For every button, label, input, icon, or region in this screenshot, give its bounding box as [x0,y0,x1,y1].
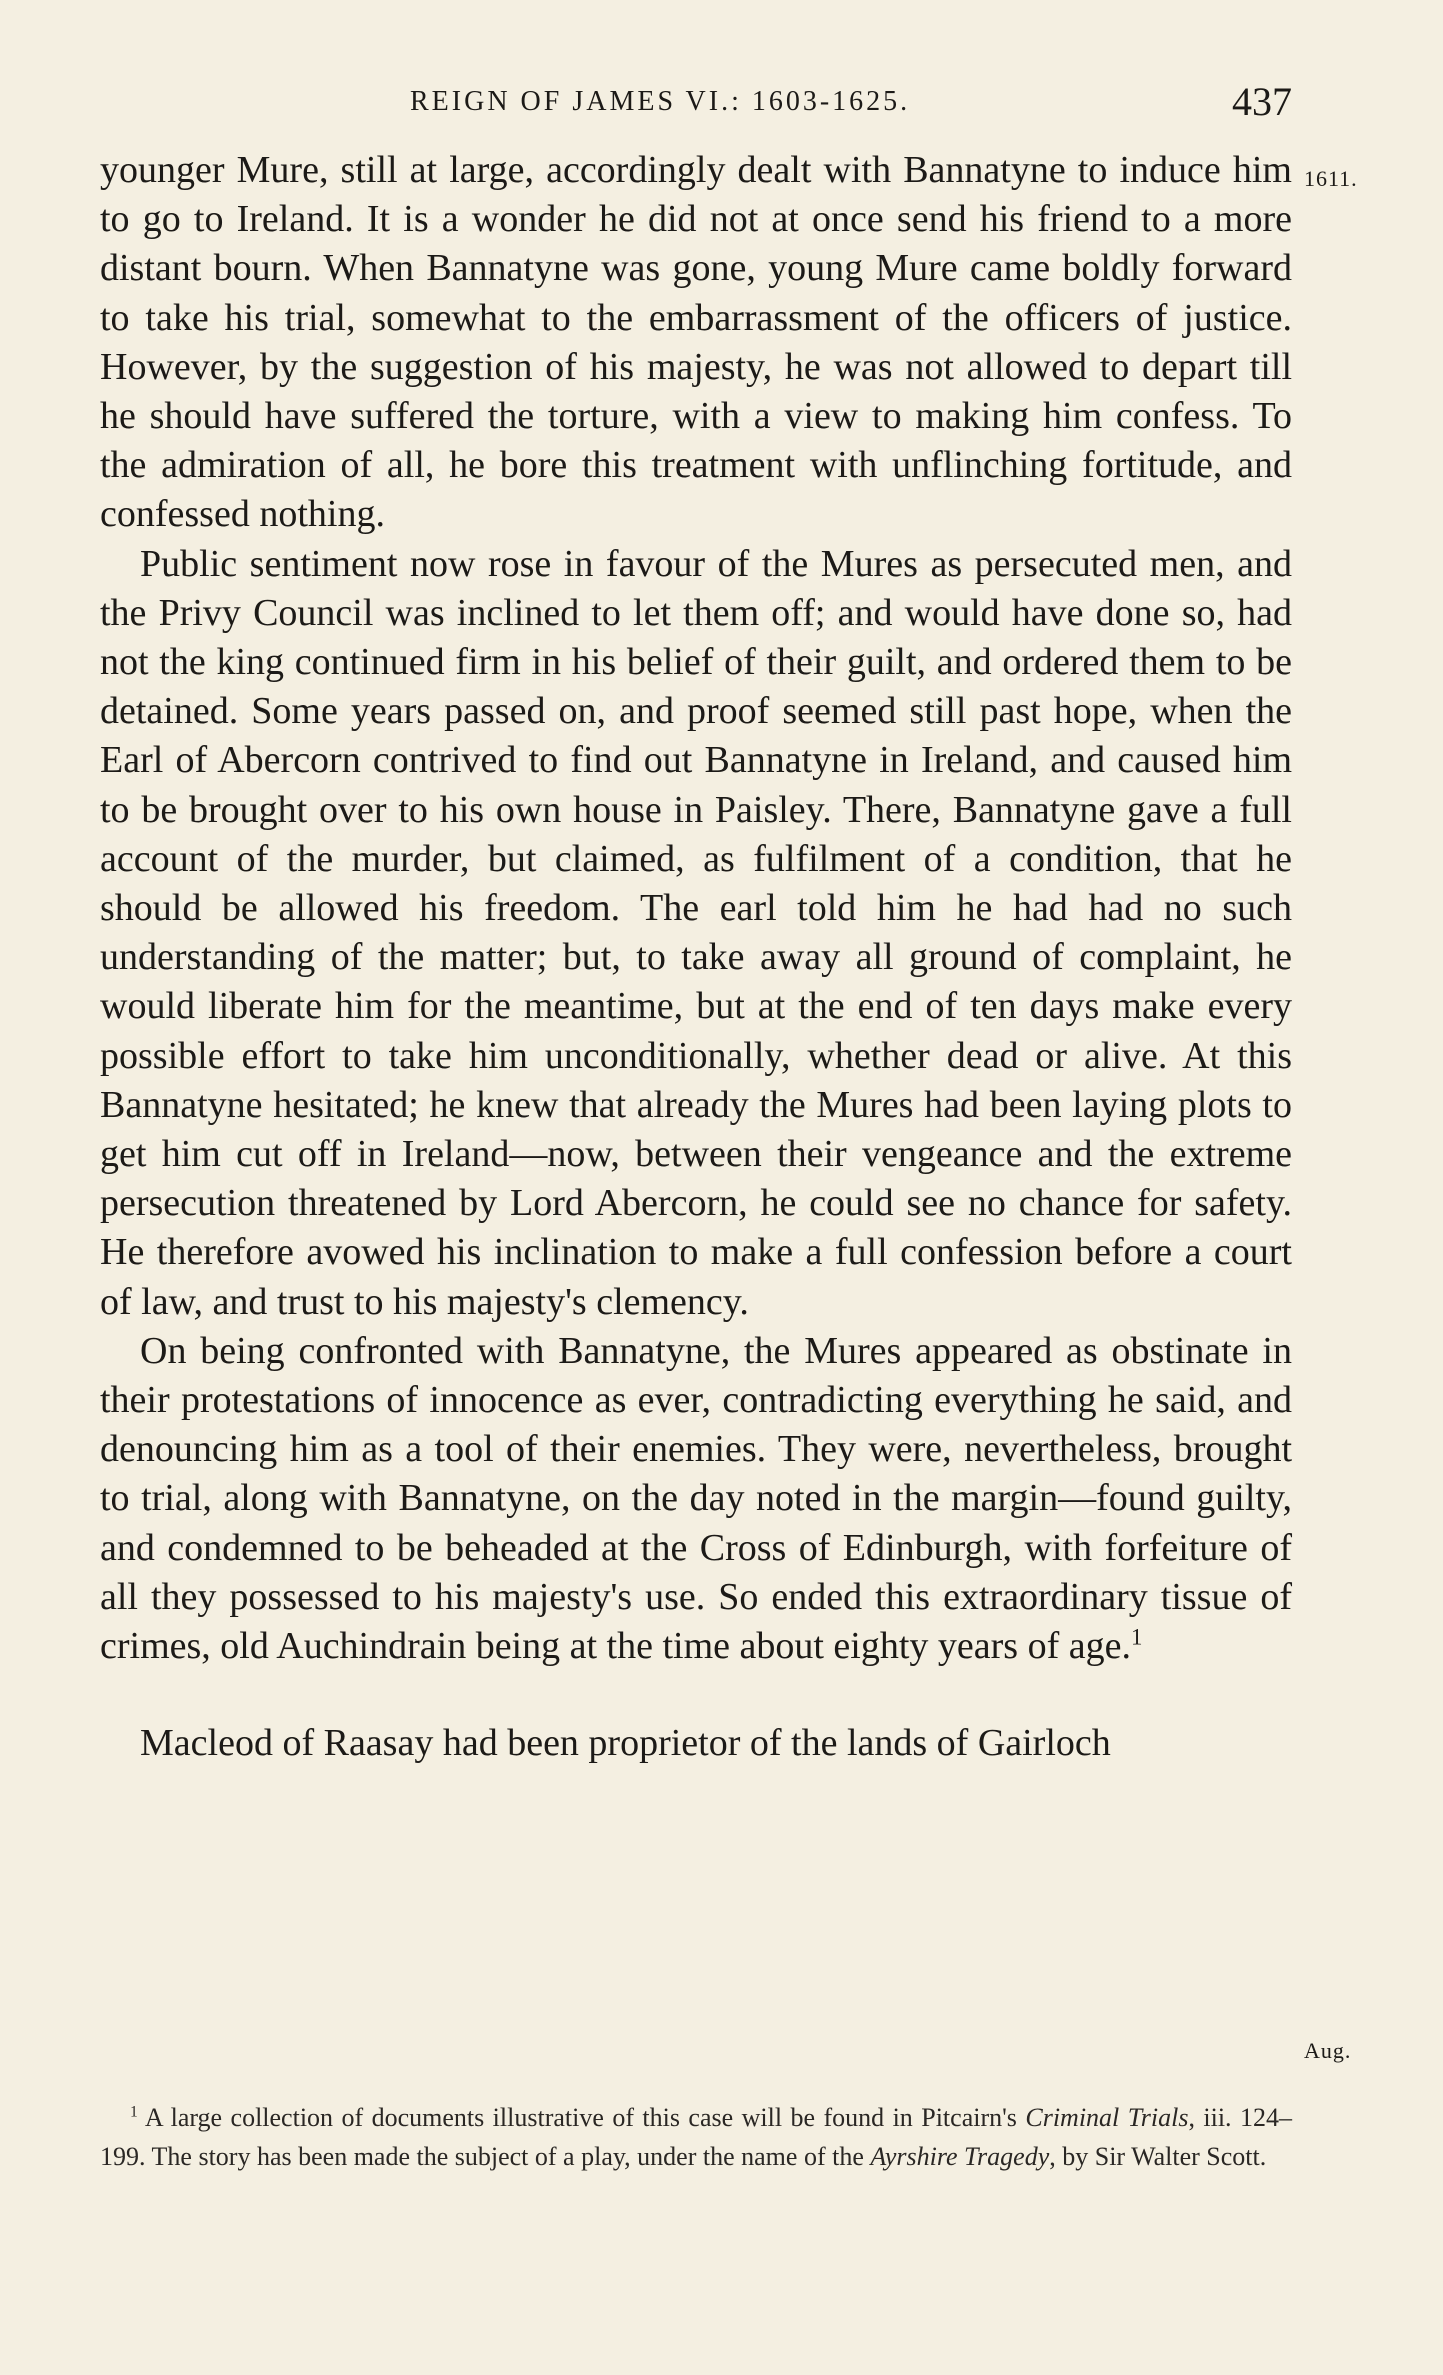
footnote-text-3: , by Sir Walter Scott. [1049,2142,1267,2171]
page-header [100,78,1292,138]
footnote-title-criminal-trials: Criminal Trials [1025,2103,1189,2132]
page-number: 437 [1232,79,1292,124]
margin-note-month: Aug. [1304,2038,1352,2063]
body-text [100,146,1292,1769]
footnotes [100,2098,1292,2176]
paragraph-3 [100,1327,1292,1671]
footnote-reference: 1 [1130,1624,1143,1650]
margin-note-year: 1611. [1304,166,1358,191]
footnote-text-2: , iii. 124–199. The story has been made the subject of a play, under the name of the [100,2103,1292,2171]
paragraph-4: Macleod of Raasay had been proprietor of the lands of Gairloch [140,1722,1111,1765]
running-title: REIGN OF JAMES VI.: 1603-1625. [410,86,911,117]
footnote-marker: 1 [130,2103,138,2121]
footnote-1 [100,2098,1292,2176]
footnote-text-1: A large collection of documents illustrative of this case will be found in Pitcairn's [144,2103,1026,2132]
paragraph-2: Public sentiment now rose in favour of the Mures as persecuted men, and the Privy Council was inclined to let them off; and would have done so, had not the king continued firm in his belief of their guilt, and ordered them to be detained. Some years passed on, and proof seemed still past hope, when the Earl of Abercorn contrived to find out Bannatyne in Ireland, and caused him to be brought over to his own house in Paisley. There, Bannatyne gave a full account of the murder, but claimed, as fulfilment of a condition, that he should be allowed his freedom. The earl told him he had had no such understanding of the matter; but, to take away all ground of complaint, he would liberate him for the meantime, but at the end of ten days make every possible effort to take him unconditionally, whether dead or alive. At this Bannatyne hesitated; he knew that already the Mures had been laying plots to get him cut off in Ireland—now, between their vengeance and the extreme persecution threatened by Lord Abercorn, he could see no chance for safety. He therefore avowed his inclination to make a full confession before a court of law, and trust to his majesty's clemency. [100,542,1292,1323]
paragraph-3-text: On being confronted with Bannatyne, the Mures appeared as obstinate in their protestations of innocence as ever, contradicting everything he said, and denouncing him as a tool of their enemies. They were, nevertheless, brought to trial, along with Bannatyne, on the day noted in the margin—found guilty, and condemned to be beheaded at the Cross of Edinburgh, with forfeiture of all they possessed to his majesty's use. So ended this extraordinary tissue of crimes, old Auchindrain being at the time about eighty years of age. [100,1329,1292,1668]
paragraph-1: younger Mure, still at large, accordingly dealt with Bannatyne to induce him to go to Ireland. It is a wonder he did not at once send his friend to a more distant bourn. When Bannatyne was gone, young Mure came boldly forward to take his trial, somewhat to the embarrassment of the officers of justice. However, by the suggestion of his majesty, he was not allowed to depart till he should have suffered the torture, with a view to making him confess. To the admiration of all, he bore this treatment with unflinching fortitude, and confessed nothing. [100,149,1292,536]
footnote-title-ayrshire-tragedy: Ayrshire Tragedy [870,2142,1050,2171]
